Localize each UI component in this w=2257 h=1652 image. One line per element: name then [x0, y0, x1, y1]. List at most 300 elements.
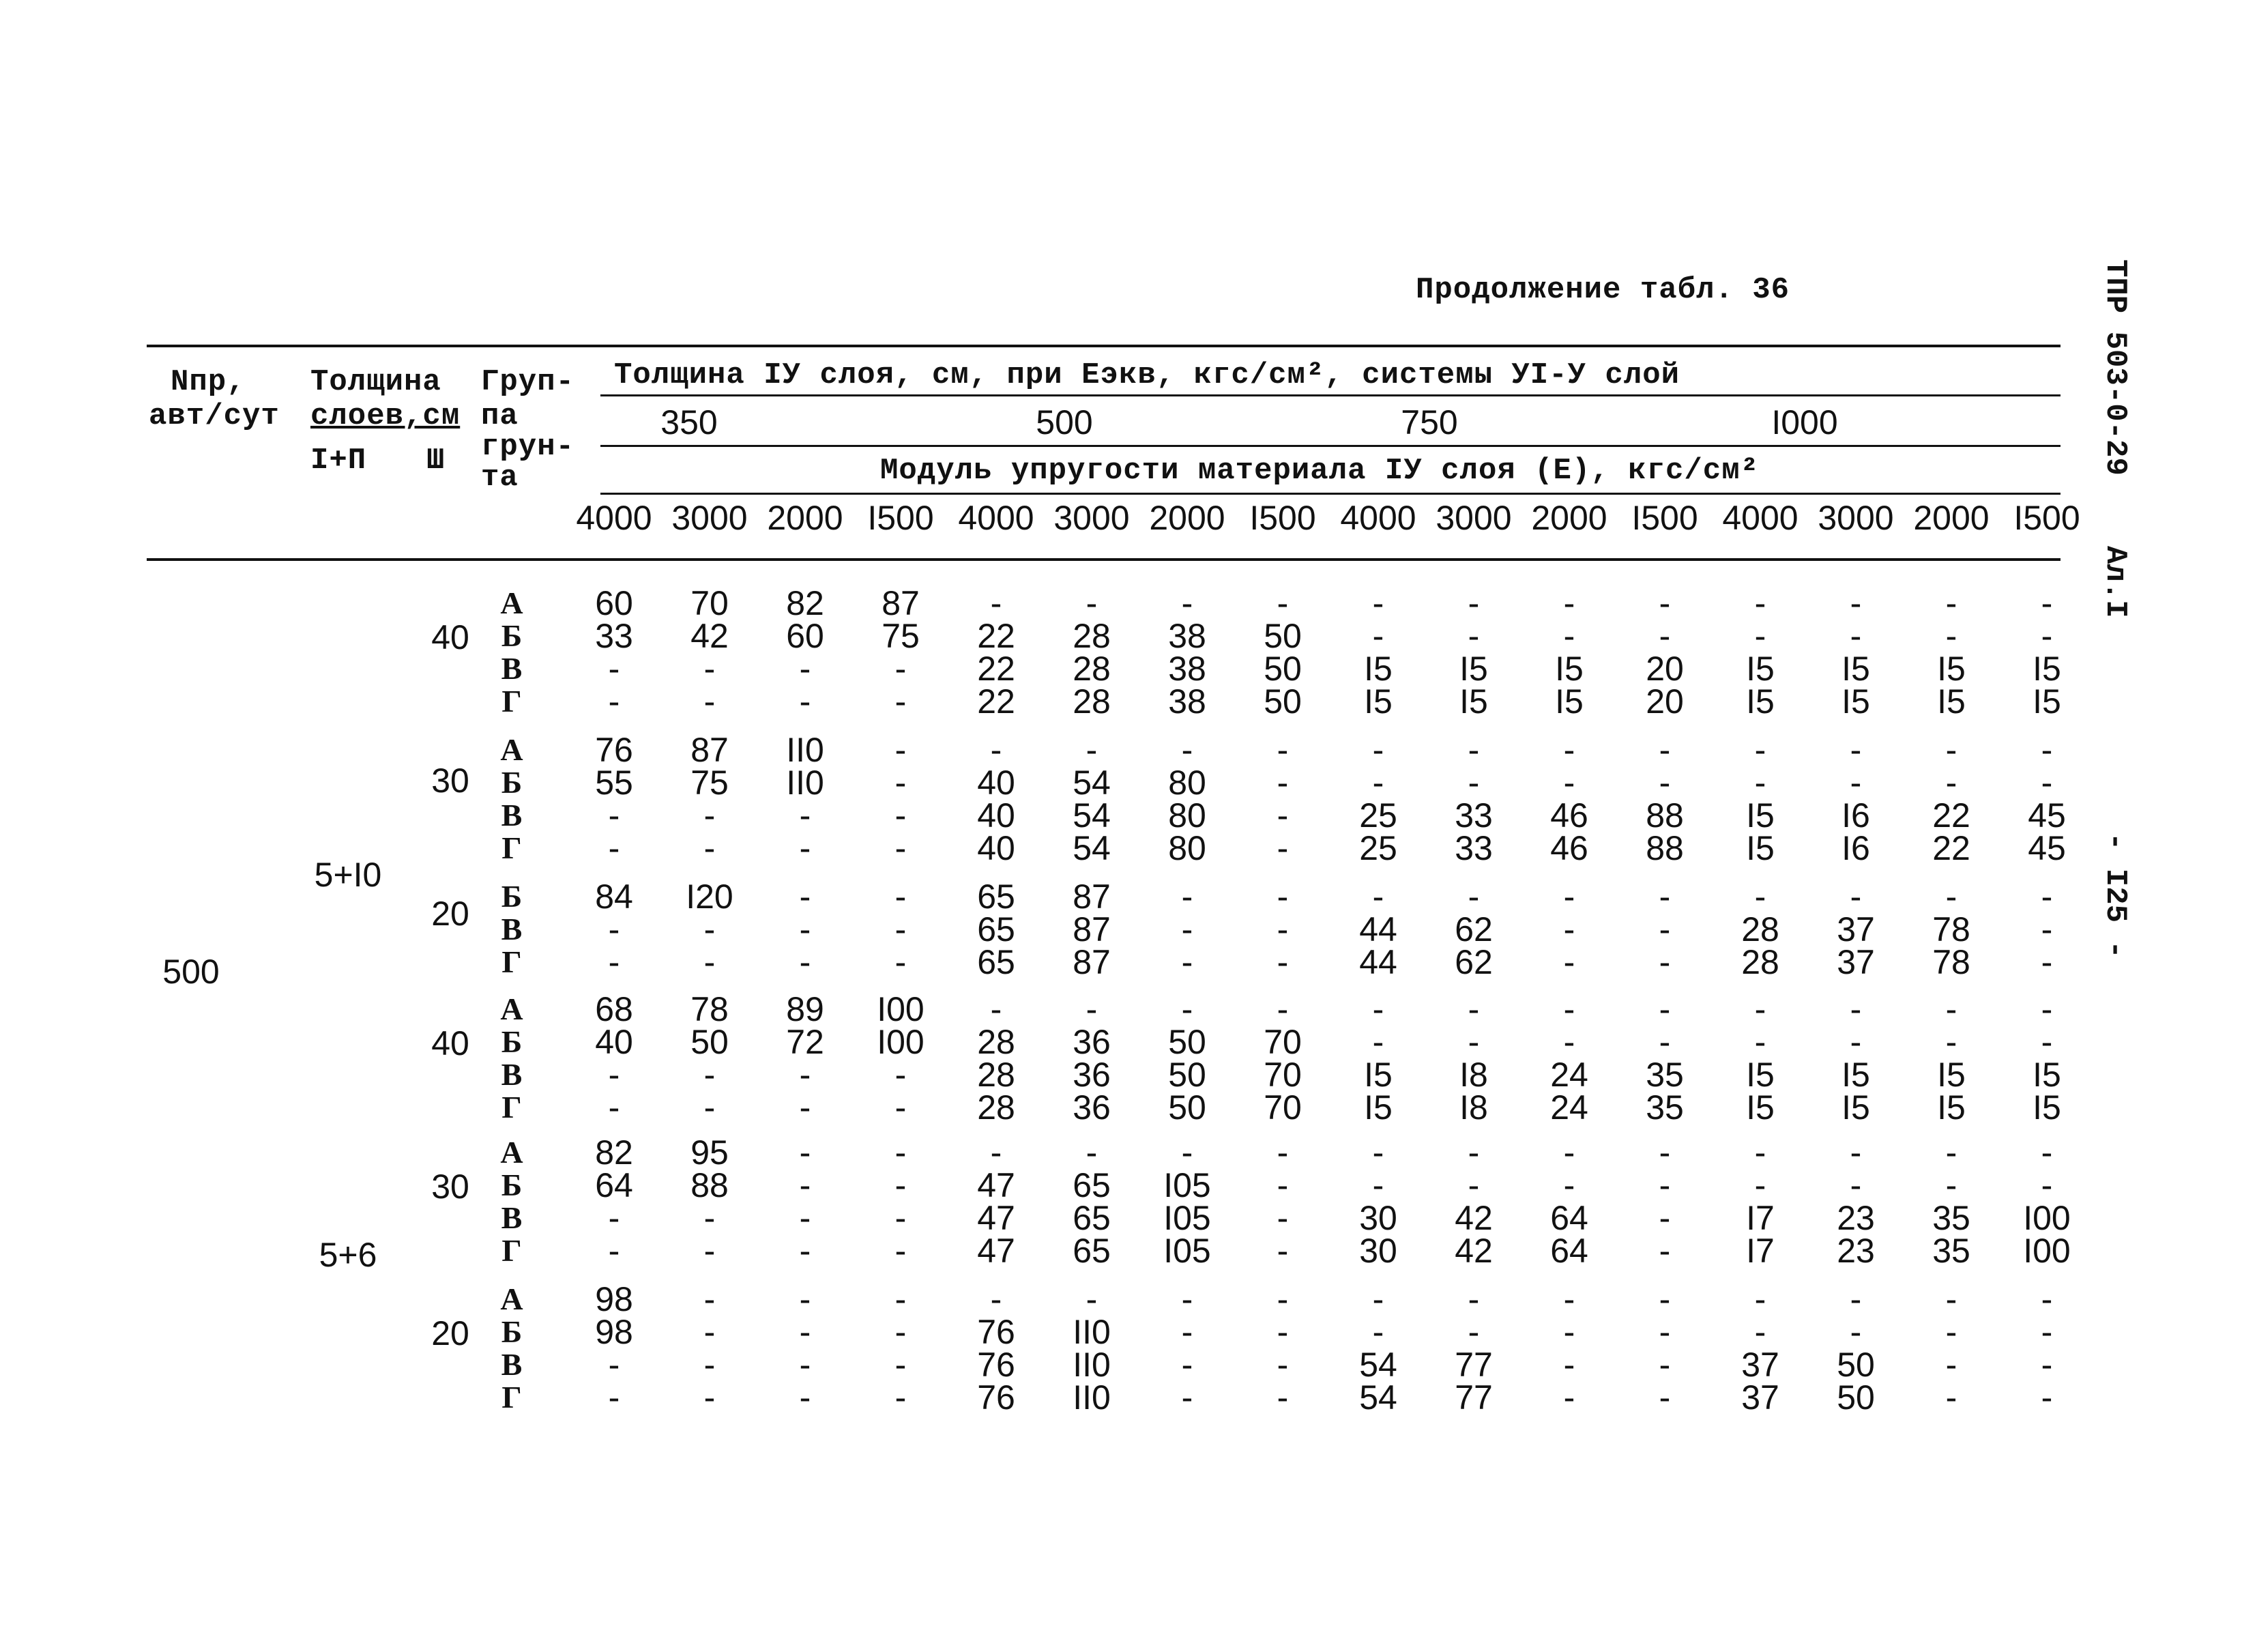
table-cell: - — [1086, 1280, 1098, 1318]
table-cell: - — [894, 829, 907, 867]
table-cell: - — [1372, 990, 1384, 1028]
table-cell: - — [1086, 1133, 1098, 1172]
table-cell: - — [1086, 990, 1098, 1028]
table-cell: I5 — [1364, 650, 1393, 688]
thickness-header-line1: Толщина — [310, 365, 441, 399]
table-cell: - — [1945, 1313, 1957, 1351]
table-cell: - — [1850, 878, 1862, 916]
table-cell: - — [894, 764, 907, 802]
traffic-value: 500 — [162, 953, 220, 991]
table-cell: - — [799, 1199, 811, 1237]
table-cell: I5 — [1746, 1056, 1775, 1094]
table-cell: 28 — [977, 1088, 1015, 1127]
table-cell: - — [1945, 731, 1957, 769]
modulus-rule — [600, 493, 2061, 495]
table-cell: - — [799, 682, 811, 721]
table-cell: 65 — [1073, 1232, 1111, 1270]
soil-group-label: В — [501, 651, 523, 686]
eequiv-rule — [600, 445, 2061, 447]
table-cell: 50 — [1837, 1378, 1875, 1417]
table-cell: - — [1563, 943, 1575, 981]
modulus-value: 3000 — [1436, 499, 1512, 537]
table-cell: 22 — [977, 682, 1015, 721]
table-cell: - — [1563, 910, 1575, 948]
table-cell: - — [2041, 990, 2053, 1028]
table-cell: - — [1181, 943, 1193, 981]
table-cell: 37 — [1837, 943, 1875, 981]
table-cell: - — [1659, 878, 1671, 916]
table-cell: 50 — [1168, 1056, 1206, 1094]
table-cell: - — [608, 1232, 620, 1270]
soil-group-label: Б — [501, 765, 523, 800]
table-cell: - — [1372, 764, 1384, 802]
table-cell: - — [1277, 796, 1289, 835]
table-cell: - — [1277, 910, 1289, 948]
modulus-value: I500 — [1249, 499, 1316, 537]
table-cell: - — [1563, 1166, 1575, 1204]
table-cell: 42 — [1455, 1199, 1493, 1237]
table-cell: - — [2041, 1313, 2053, 1351]
table-cell: 87 — [882, 584, 920, 622]
table-cell: - — [799, 1313, 811, 1351]
table-cell: I5 — [1746, 1088, 1775, 1127]
soil-group-label: В — [501, 1200, 523, 1235]
table-cell: - — [1563, 1280, 1575, 1318]
table-cell: - — [1945, 990, 1957, 1028]
table-cell: - — [1945, 584, 1957, 622]
table-cell: - — [1659, 943, 1671, 981]
table-cell: - — [1468, 990, 1480, 1028]
table-cell: - — [1659, 584, 1671, 622]
table-cell: 95 — [690, 1133, 729, 1172]
table-cell: 35 — [1646, 1056, 1684, 1094]
group-header-line1: Груп- — [481, 365, 575, 399]
table-cell: 76 — [977, 1313, 1015, 1351]
layers-value-b: 5+6 — [319, 1236, 377, 1274]
table-cell: - — [1850, 731, 1862, 769]
table-cell: - — [2041, 1166, 2053, 1204]
table-cell: - — [1850, 1166, 1862, 1204]
soil-group-label: Б — [501, 1024, 523, 1059]
table-cell: - — [894, 1280, 907, 1318]
table-cell: - — [1468, 1166, 1480, 1204]
table-cell: 76 — [595, 731, 633, 769]
table-cell: 22 — [977, 650, 1015, 688]
table-cell: 50 — [1837, 1346, 1875, 1384]
table-cell: - — [703, 1199, 716, 1237]
table-cell: I6 — [1841, 796, 1870, 835]
table-cell: - — [1850, 1023, 1862, 1061]
table-cell: - — [2041, 878, 2053, 916]
table-cell: 35 — [1932, 1199, 1970, 1237]
soil-group-label: В — [501, 912, 523, 946]
table-cell: I5 — [1937, 1088, 1966, 1127]
table-cell: - — [608, 943, 620, 981]
modulus-value: I500 — [867, 499, 934, 537]
table-cell: - — [1659, 1280, 1671, 1318]
table-cell: - — [1277, 584, 1289, 622]
table-cell: 30 — [1359, 1199, 1397, 1237]
table-cell: 44 — [1359, 943, 1397, 981]
table-cell: - — [1468, 584, 1480, 622]
modulus-value: 2000 — [767, 499, 843, 537]
table-cell: 50 — [1168, 1088, 1206, 1127]
table-cell: - — [894, 796, 907, 835]
modulus-value: 4000 — [958, 499, 1034, 537]
thickness-sub-a: I+П — [310, 444, 367, 478]
table-cell: - — [1372, 1166, 1384, 1204]
table-cell: - — [1372, 1280, 1384, 1318]
table-cell: 82 — [786, 584, 824, 622]
table-cell: - — [1086, 731, 1098, 769]
table-cell: - — [1659, 990, 1671, 1028]
table-cell: 87 — [1073, 878, 1111, 916]
table-cell: I8 — [1459, 1056, 1488, 1094]
soil-group-label: В — [501, 798, 523, 832]
table-cell: 70 — [1264, 1088, 1302, 1127]
table-cell: - — [1277, 1280, 1289, 1318]
table-cell: I05 — [1163, 1166, 1211, 1204]
table-cell: - — [894, 731, 907, 769]
table-cell: I00 — [2023, 1199, 2071, 1237]
table-cell: 35 — [1646, 1088, 1684, 1127]
table-cell: - — [703, 1232, 716, 1270]
table-cell: - — [2041, 764, 2053, 802]
table-cell: 36 — [1073, 1088, 1111, 1127]
table-cell: 40 — [977, 829, 1015, 867]
table-cell: - — [703, 682, 716, 721]
table-cell: - — [1277, 1313, 1289, 1351]
table-cell: 24 — [1550, 1088, 1588, 1127]
side-album: Ал.I — [2098, 546, 2132, 618]
table-cell: - — [894, 1346, 907, 1384]
table-cell: - — [799, 1088, 811, 1127]
table-cell: - — [1659, 1313, 1671, 1351]
table-cell: I5 — [1841, 682, 1870, 721]
table-cell: - — [1659, 910, 1671, 948]
table-cell: - — [1372, 617, 1384, 655]
table-cell: - — [799, 1166, 811, 1204]
table-cell: - — [1181, 990, 1193, 1028]
table-cell: 40 — [977, 796, 1015, 835]
table-cell: - — [1372, 1133, 1384, 1172]
table-cell: - — [1754, 878, 1766, 916]
table-cell: - — [799, 943, 811, 981]
table-cell: II0 — [1073, 1313, 1111, 1351]
table-cell: I5 — [1746, 829, 1775, 867]
table-cell: 28 — [1741, 910, 1779, 948]
table-cell: - — [1277, 829, 1289, 867]
table-cell: - — [608, 650, 620, 688]
table-cell: - — [1659, 764, 1671, 802]
table-cell: - — [1754, 731, 1766, 769]
table-cell: - — [1277, 1346, 1289, 1384]
table-cell: 36 — [1073, 1056, 1111, 1094]
table-cell: - — [608, 1346, 620, 1384]
table-cell: 55 — [595, 764, 633, 802]
table-cell: - — [2041, 1346, 2053, 1384]
table-cell: - — [1850, 1133, 1862, 1172]
layer-III-thickness: 40 — [431, 618, 469, 656]
table-cell: 75 — [882, 617, 920, 655]
table-cell: - — [1468, 731, 1480, 769]
table-cell: 28 — [1741, 943, 1779, 981]
table-cell: 24 — [1550, 1056, 1588, 1094]
table-cell: 76 — [977, 1346, 1015, 1384]
table-cell: 50 — [1264, 617, 1302, 655]
table-cell: 80 — [1168, 764, 1206, 802]
modulus-value: 2000 — [1531, 499, 1607, 537]
table-cell: 76 — [977, 1378, 1015, 1417]
table-cell: 54 — [1073, 829, 1111, 867]
table-cell: - — [1277, 1166, 1289, 1204]
table-cell: I00 — [877, 1023, 924, 1061]
table-cell: - — [1181, 1133, 1193, 1172]
thickness-header-line2: слоев,см — [310, 399, 461, 433]
table-cell: - — [799, 650, 811, 688]
table-cell: - — [1563, 731, 1575, 769]
table-cell: 70 — [690, 584, 729, 622]
modulus-value: 4000 — [1340, 499, 1416, 537]
table-cell: 28 — [977, 1056, 1015, 1094]
modulus-value: I500 — [1631, 499, 1698, 537]
table-cell: 60 — [786, 617, 824, 655]
table-cell: I05 — [1163, 1232, 1211, 1270]
table-cell: - — [1181, 584, 1193, 622]
table-cell: - — [1945, 1280, 1957, 1318]
table-cell: 50 — [1264, 650, 1302, 688]
table-cell: - — [894, 910, 907, 948]
table-cell: 35 — [1932, 1232, 1970, 1270]
table-cell: 42 — [1455, 1232, 1493, 1270]
table-cell: - — [1086, 584, 1098, 622]
table-cell: - — [1277, 764, 1289, 802]
table-cell: 36 — [1073, 1023, 1111, 1061]
table-cell: - — [1563, 990, 1575, 1028]
table-cell: 23 — [1837, 1232, 1875, 1270]
side-page-number: - I25 - — [2098, 832, 2132, 959]
table-cell: 28 — [1073, 682, 1111, 721]
table-cell: - — [1277, 1133, 1289, 1172]
traffic-header-line2: авт/сут — [149, 399, 280, 433]
table-cell: 65 — [977, 878, 1015, 916]
table-cell: - — [1945, 764, 1957, 802]
modulus-value: 4000 — [576, 499, 652, 537]
table-cell: - — [1659, 1199, 1671, 1237]
modulus-value: I500 — [2013, 499, 2080, 537]
table-cell: - — [1181, 1313, 1193, 1351]
table-cell: - — [608, 682, 620, 721]
table-cell: 28 — [977, 1023, 1015, 1061]
table-cell: - — [608, 910, 620, 948]
table-cell: - — [1181, 731, 1193, 769]
table-cell: - — [703, 943, 716, 981]
table-cell: - — [1659, 1232, 1671, 1270]
table-cell: - — [608, 796, 620, 835]
table-cell: - — [1181, 1378, 1193, 1417]
table-cell: - — [1181, 1346, 1193, 1384]
table-cell: - — [2041, 1023, 2053, 1061]
table-cell: - — [608, 1056, 620, 1094]
table-cell: 25 — [1359, 796, 1397, 835]
table-cell: I5 — [1364, 682, 1393, 721]
table-cell: - — [2041, 617, 2053, 655]
table-cell: - — [2041, 1378, 2053, 1417]
table-cell: 89 — [786, 990, 824, 1028]
table-cell: 54 — [1073, 796, 1111, 835]
table-cell: I5 — [1937, 1056, 1966, 1094]
table-cell: - — [1659, 731, 1671, 769]
table-cell: - — [990, 990, 1002, 1028]
layer-III-thickness: 20 — [431, 895, 469, 933]
table-cell: 40 — [595, 1023, 633, 1061]
table-cell: II0 — [786, 764, 824, 802]
table-cell: - — [799, 1056, 811, 1094]
table-cell: 65 — [1073, 1199, 1111, 1237]
table-cell: - — [1468, 617, 1480, 655]
eequiv-value: 350 — [660, 403, 718, 441]
table-cell: 45 — [2028, 829, 2066, 867]
table-cell: - — [1181, 910, 1193, 948]
modulus-value: 3000 — [1053, 499, 1130, 537]
table-cell: I5 — [2033, 682, 2061, 721]
table-cell: I7 — [1746, 1232, 1775, 1270]
table-cell: I05 — [1163, 1199, 1211, 1237]
table-cell: I5 — [1555, 650, 1584, 688]
table-cell: - — [1659, 1346, 1671, 1384]
table-cell: - — [894, 1133, 907, 1172]
table-cell: 87 — [1073, 943, 1111, 981]
table-cell: 77 — [1455, 1378, 1493, 1417]
table-cell: 87 — [1073, 910, 1111, 948]
table-cell: - — [990, 731, 1002, 769]
table-cell: - — [1754, 1133, 1766, 1172]
table-cell: 54 — [1359, 1346, 1397, 1384]
table-cell: - — [1754, 764, 1766, 802]
table-cell: - — [1945, 1346, 1957, 1384]
table-cell: - — [1945, 1378, 1957, 1417]
table-cell: - — [799, 1232, 811, 1270]
table-cell: - — [2041, 1133, 2053, 1172]
table-cell: 22 — [1932, 796, 1970, 835]
table-cell: 38 — [1168, 682, 1206, 721]
table-cell: - — [1754, 990, 1766, 1028]
table-cell: 22 — [977, 617, 1015, 655]
table-cell: - — [1945, 617, 1957, 655]
side-margin — [2091, 259, 2132, 1010]
table-cell: I5 — [1841, 1056, 1870, 1094]
table-cell: - — [1563, 617, 1575, 655]
table-cell: 87 — [690, 731, 729, 769]
continuation-caption: Продолжение табл. 36 — [1416, 273, 1790, 307]
soil-group-label: Б — [501, 1168, 523, 1202]
table-cell: 28 — [1073, 617, 1111, 655]
table-cell: - — [703, 910, 716, 948]
table-cell: - — [1659, 617, 1671, 655]
table-cell: I5 — [1937, 650, 1966, 688]
table-cell: - — [799, 1133, 811, 1172]
table-cell: - — [703, 1313, 716, 1351]
table-cell: 98 — [595, 1313, 633, 1351]
table-cell: 47 — [977, 1232, 1015, 1270]
table-cell: 64 — [595, 1166, 633, 1204]
table-cell: 82 — [595, 1133, 633, 1172]
table-cell: 70 — [1264, 1056, 1302, 1094]
table-cell: - — [894, 1056, 907, 1094]
eequiv-value: 500 — [1036, 403, 1093, 441]
table-cell: - — [990, 1133, 1002, 1172]
table-cell: 54 — [1359, 1378, 1397, 1417]
table-cell: 98 — [595, 1280, 633, 1318]
table-cell: - — [1563, 764, 1575, 802]
table-cell: - — [894, 1166, 907, 1204]
table-cell: - — [990, 1280, 1002, 1318]
table-cell: II0 — [1073, 1346, 1111, 1384]
table-cell: 25 — [1359, 829, 1397, 867]
table-cell: - — [894, 1199, 907, 1237]
table-cell: - — [1277, 1378, 1289, 1417]
title-rule — [600, 394, 2061, 396]
table-cell: 46 — [1550, 829, 1588, 867]
table-cell: - — [894, 1378, 907, 1417]
table-cell: I00 — [2023, 1232, 2071, 1270]
table-cell: - — [1659, 1133, 1671, 1172]
table-cell: I20 — [686, 878, 733, 916]
table-cell: I5 — [1459, 650, 1488, 688]
layer-III-thickness: 30 — [431, 1168, 469, 1206]
table-cell: I5 — [1937, 682, 1966, 721]
soil-group-label: Г — [501, 1380, 522, 1415]
table-cell: - — [1372, 584, 1384, 622]
table-cell: - — [1563, 1133, 1575, 1172]
table-cell: - — [703, 829, 716, 867]
table-cell: - — [1563, 1313, 1575, 1351]
table-cell: - — [1850, 617, 1862, 655]
table-cell: 77 — [1455, 1346, 1493, 1384]
table-cell: I5 — [1841, 650, 1870, 688]
table-cell: - — [703, 1056, 716, 1094]
table-cell: - — [1563, 1378, 1575, 1417]
table-cell: - — [799, 1280, 811, 1318]
group-header-line2: па — [481, 399, 519, 433]
soil-group-label: А — [500, 585, 523, 620]
table-cell: 72 — [786, 1023, 824, 1061]
table-cell: - — [703, 1088, 716, 1127]
table-cell: - — [1277, 990, 1289, 1028]
table-cell: 60 — [595, 584, 633, 622]
table-cell: - — [1468, 1133, 1480, 1172]
table-cell: - — [1372, 731, 1384, 769]
table-cell: I5 — [1459, 682, 1488, 721]
table-cell: 33 — [1455, 796, 1493, 835]
table-cell: - — [990, 584, 1002, 622]
table-cell: 65 — [977, 910, 1015, 948]
table-cell: 37 — [1837, 910, 1875, 948]
table-cell: - — [1372, 1023, 1384, 1061]
table-cell: - — [1277, 878, 1289, 916]
table-cell: - — [703, 1280, 716, 1318]
table-cell: - — [2041, 943, 2053, 981]
table-cell: - — [2041, 910, 2053, 948]
table-cell: - — [799, 796, 811, 835]
table-cell: 40 — [977, 764, 1015, 802]
top-rule — [147, 345, 2061, 347]
table-cell: - — [1945, 1133, 1957, 1172]
eequiv-value: I000 — [1771, 403, 1838, 441]
soil-group-label: Г — [501, 1090, 522, 1125]
table-cell: 37 — [1741, 1346, 1779, 1384]
table-cell: 47 — [977, 1166, 1015, 1204]
